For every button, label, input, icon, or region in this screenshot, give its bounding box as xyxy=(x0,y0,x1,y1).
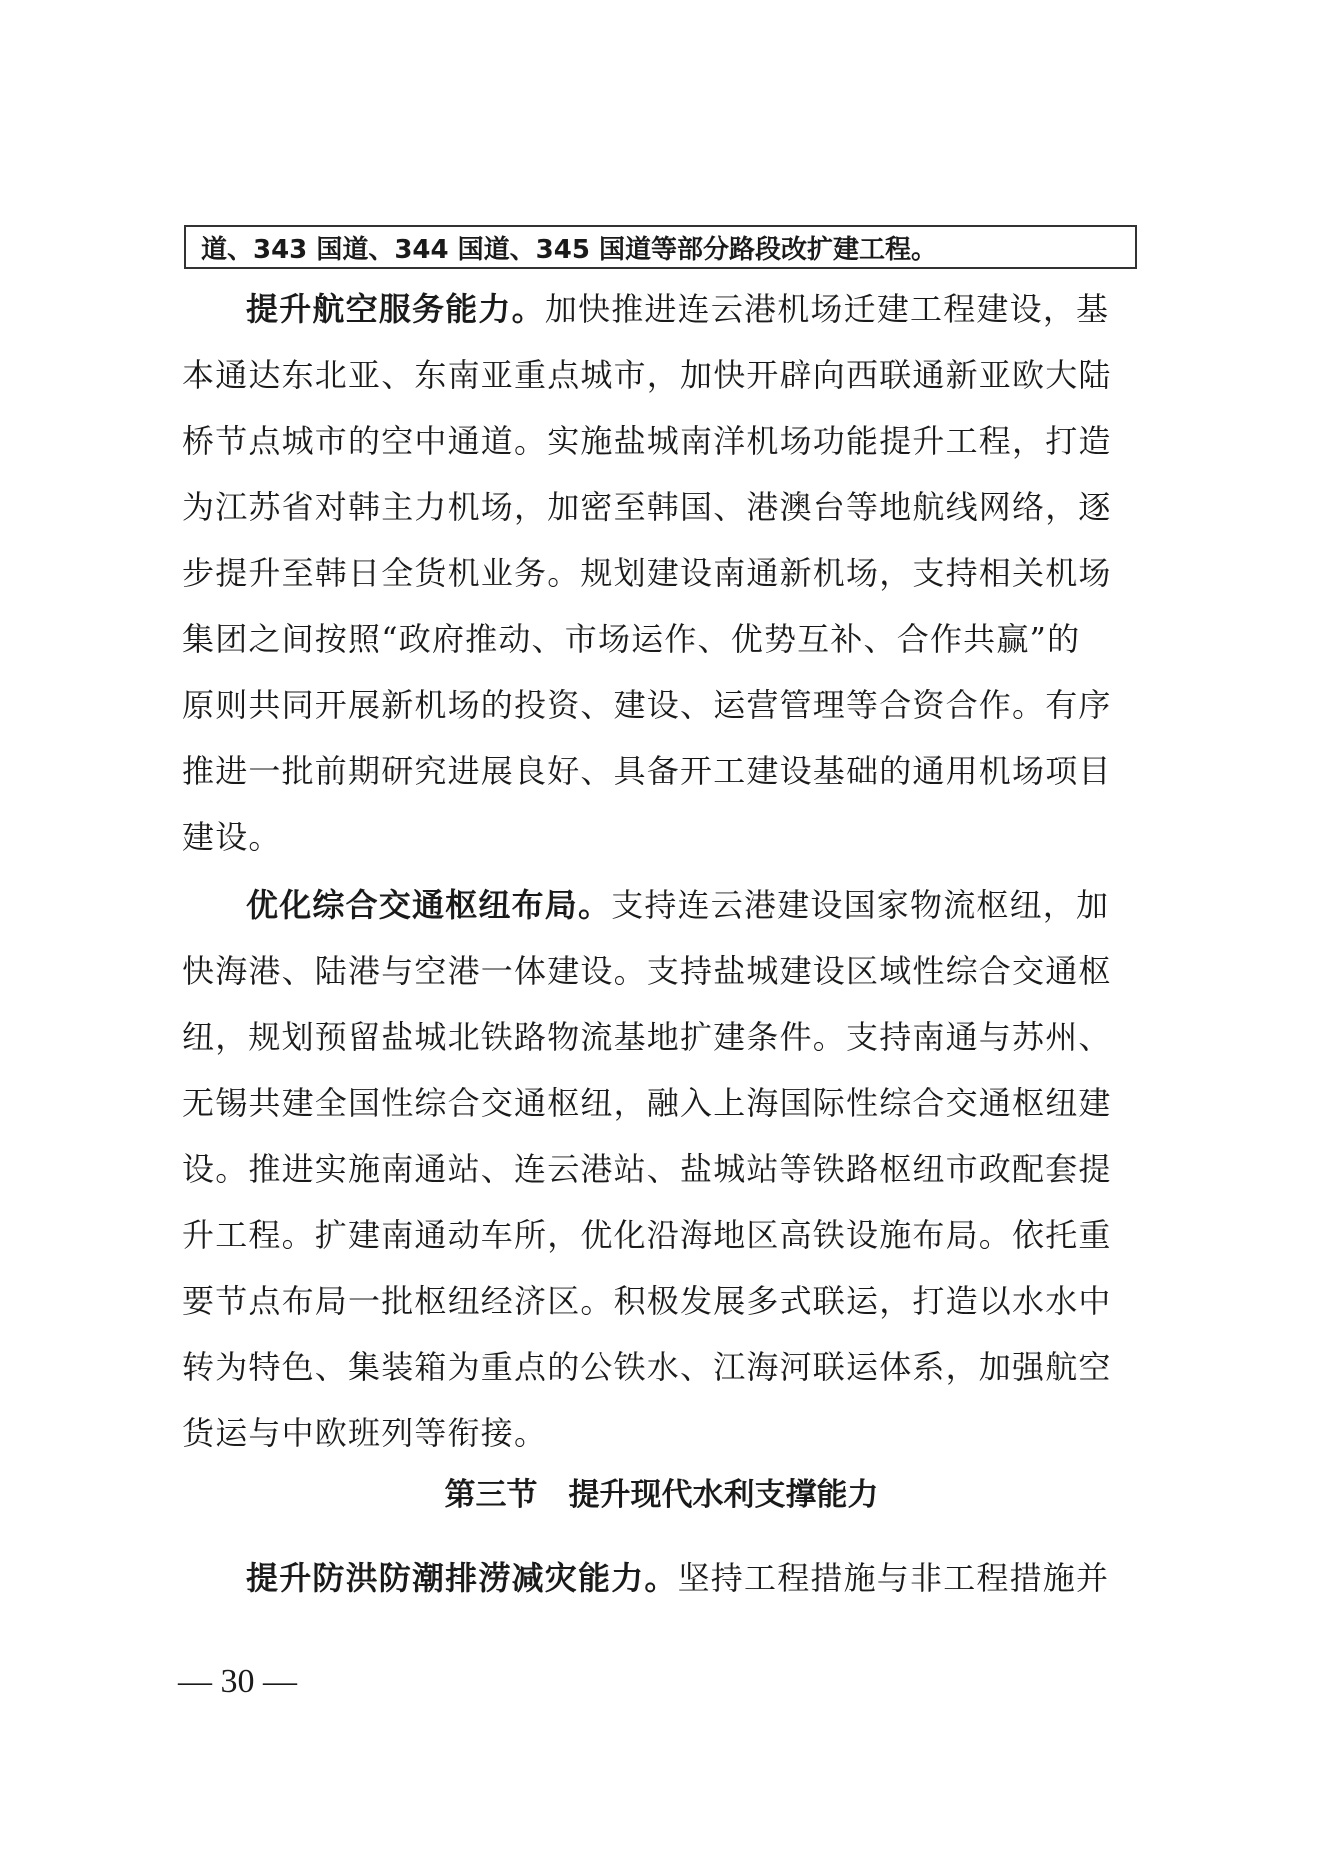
paragraph-line: 步提升至韩日全货机业务。规划建设南通新机场，支持相关机场 xyxy=(182,554,1112,592)
paragraph-text: 支持连云港建设国家物流枢纽，加 xyxy=(611,886,1110,924)
paragraph-line: 无锡共建全国性综合交通枢纽，融入上海国际性综合交通枢纽建 xyxy=(182,1084,1112,1122)
page-number: — 30 — xyxy=(178,1663,297,1700)
paragraph-line xyxy=(182,1545,1142,1611)
paragraph-line: 为江苏省对韩主力机场，加密至韩国、港澳台等地航线网络，逐 xyxy=(182,488,1112,526)
continuation-box xyxy=(184,225,1137,269)
paragraph-line xyxy=(182,276,1142,342)
paragraph-line: 快海港、陆港与空港一体建设。支持盐城建设区域性综合交通枢 xyxy=(182,952,1112,990)
paragraph-lead: 提升防洪防潮排涝减灾能力。 xyxy=(246,1559,678,1597)
paragraph-line: 原则共同开展新机场的投资、建设、运营管理等合资合作。有序 xyxy=(182,686,1112,724)
continuation-text: 道、343 国道、344 国道、345 国道等部分路段改扩建工程。 xyxy=(201,234,937,265)
section-heading: 第三节 提升现代水利支撑能力 xyxy=(444,1477,879,1513)
paragraph-text: 加快推进连云港机场迁建工程建设，基 xyxy=(544,290,1110,328)
paragraph-lead: 优化综合交通枢纽布局。 xyxy=(246,886,612,924)
paragraph-line: 推进一批前期研究进展良好、具备开工建设基础的通用机场项目 xyxy=(182,752,1112,790)
paragraph-line: 集团之间按照“政府推动、市场运作、优势互补、合作共赢”的 xyxy=(182,620,1081,658)
paragraph-line: 本通达东北亚、东南亚重点城市，加快开辟向西联通新亚欧大陆 xyxy=(182,356,1112,394)
paragraph-lead: 提升航空服务能力。 xyxy=(246,290,545,328)
paragraph-flood-control xyxy=(182,1545,1142,1611)
paragraph-line: 设。推进实施南通站、连云港站、盐城站等铁路枢纽市政配套提 xyxy=(182,1150,1112,1188)
paragraph-line xyxy=(182,872,1142,938)
paragraph-text: 坚持工程措施与非工程措施并 xyxy=(677,1559,1110,1597)
paragraph-line: 转为特色、集装箱为重点的公铁水、江海河联运体系，加强航空 xyxy=(182,1348,1112,1386)
paragraph-line: 货运与中欧班列等衔接。 xyxy=(182,1414,548,1452)
paragraph-transport-hub xyxy=(182,872,1142,1466)
paragraph-line: 要节点布局一批枢纽经济区。积极发展多式联运，打造以水水中 xyxy=(182,1282,1112,1320)
paragraph-line: 建设。 xyxy=(182,818,282,856)
paragraph-line: 纽，规划预留盐城北铁路物流基地扩建条件。支持南通与苏州、 xyxy=(182,1018,1112,1056)
paragraph-line: 桥节点城市的空中通道。实施盐城南洋机场功能提升工程，打造 xyxy=(182,422,1112,460)
paragraph-aviation xyxy=(182,276,1142,870)
paragraph-line: 升工程。扩建南通动车所，优化沿海地区高铁设施布局。依托重 xyxy=(182,1216,1112,1254)
